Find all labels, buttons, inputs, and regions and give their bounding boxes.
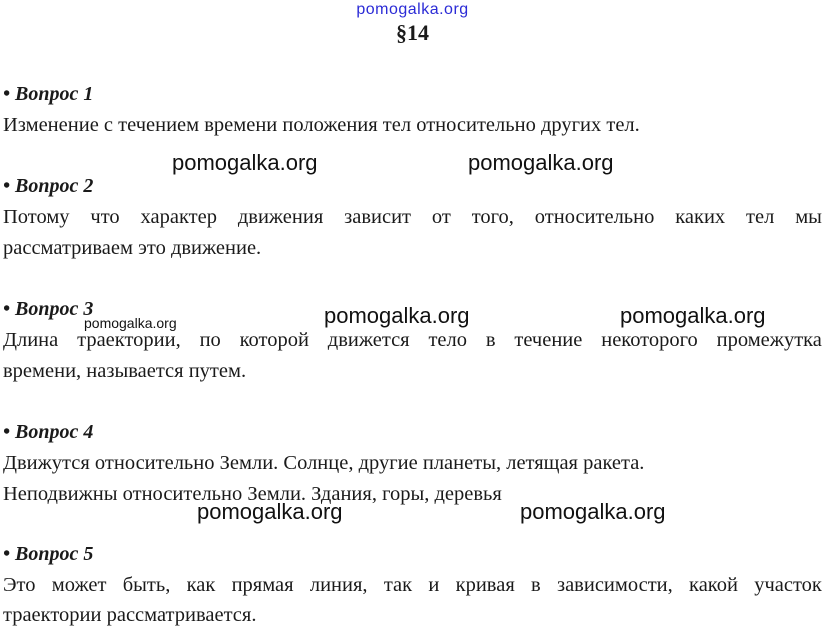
word: как — [186, 574, 216, 596]
word: и — [428, 574, 440, 596]
word: Это — [3, 574, 36, 596]
word: прямая — [231, 574, 294, 596]
question-2-heading: • Вопрос 2 — [3, 175, 94, 197]
word: по — [199, 329, 221, 351]
question-5-answer-line-1 — [3, 574, 822, 597]
question-4-heading: • Вопрос 4 — [3, 421, 94, 443]
question-3-heading: • Вопрос 3 — [3, 298, 94, 320]
word: тело — [428, 329, 467, 351]
word: кривая — [455, 574, 515, 596]
watermark: pomogalka.org — [172, 150, 318, 175]
word: течение — [514, 329, 583, 351]
word: в — [531, 574, 541, 596]
word: Длина — [3, 329, 59, 351]
word: от — [431, 206, 451, 228]
section-title: §14 — [396, 20, 429, 45]
word: быть, — [122, 574, 171, 596]
word: мы — [795, 206, 822, 228]
word: промежутка — [716, 329, 822, 351]
site-header-link[interactable]: pomogalka.org — [356, 1, 469, 18]
word: которой — [239, 329, 309, 351]
question-4-answer-line-2: Неподвижны относительно Земли. Здания, горы, деревья — [3, 483, 502, 505]
question-4-answer-line-1: Движутся относительно Земли. Солнце, другие планеты, летящая ракета. — [3, 452, 645, 474]
question-5-heading: • Вопрос 5 — [3, 543, 94, 565]
word: какой — [689, 574, 738, 596]
word: того, — [471, 206, 514, 228]
word: линия, — [309, 574, 368, 596]
word: некоторого — [601, 329, 698, 351]
watermark: pomogalka.org — [324, 303, 470, 328]
word: в — [485, 329, 496, 351]
word: движется — [327, 329, 410, 351]
word: участок — [754, 574, 822, 596]
word: каких — [675, 206, 726, 228]
word: так — [383, 574, 413, 596]
watermark: pomogalka.org — [520, 499, 666, 524]
word: может — [51, 574, 107, 596]
question-2-answer-line-2: рассматриваем это движение. — [3, 237, 262, 259]
watermark: pomogalka.org — [620, 303, 766, 328]
watermark: pomogalka.org — [197, 499, 343, 524]
watermark: pomogalka.org — [468, 150, 614, 175]
word: относительно — [534, 206, 655, 228]
watermark: pomogalka.org — [84, 315, 177, 331]
question-3-answer-line-2: времени, называется путем. — [3, 360, 247, 382]
question-1-answer-line-1: Изменение с течением времени положения тел относительно других тел. — [3, 114, 640, 136]
question-3-answer-line-1 — [3, 329, 822, 352]
question-5-answer-line-2: траектории рассматривается. — [3, 604, 257, 626]
word: зависимости, — [556, 574, 673, 596]
question-2-answer-line-1 — [3, 206, 822, 229]
word: Потому — [3, 206, 70, 228]
word: траектории, — [77, 329, 181, 351]
word: движения — [237, 206, 324, 228]
word: зависит — [344, 206, 412, 228]
word: характер — [140, 206, 217, 228]
word: тел — [746, 206, 775, 228]
word: что — [90, 206, 120, 228]
question-1-heading: • Вопрос 1 — [3, 83, 94, 105]
